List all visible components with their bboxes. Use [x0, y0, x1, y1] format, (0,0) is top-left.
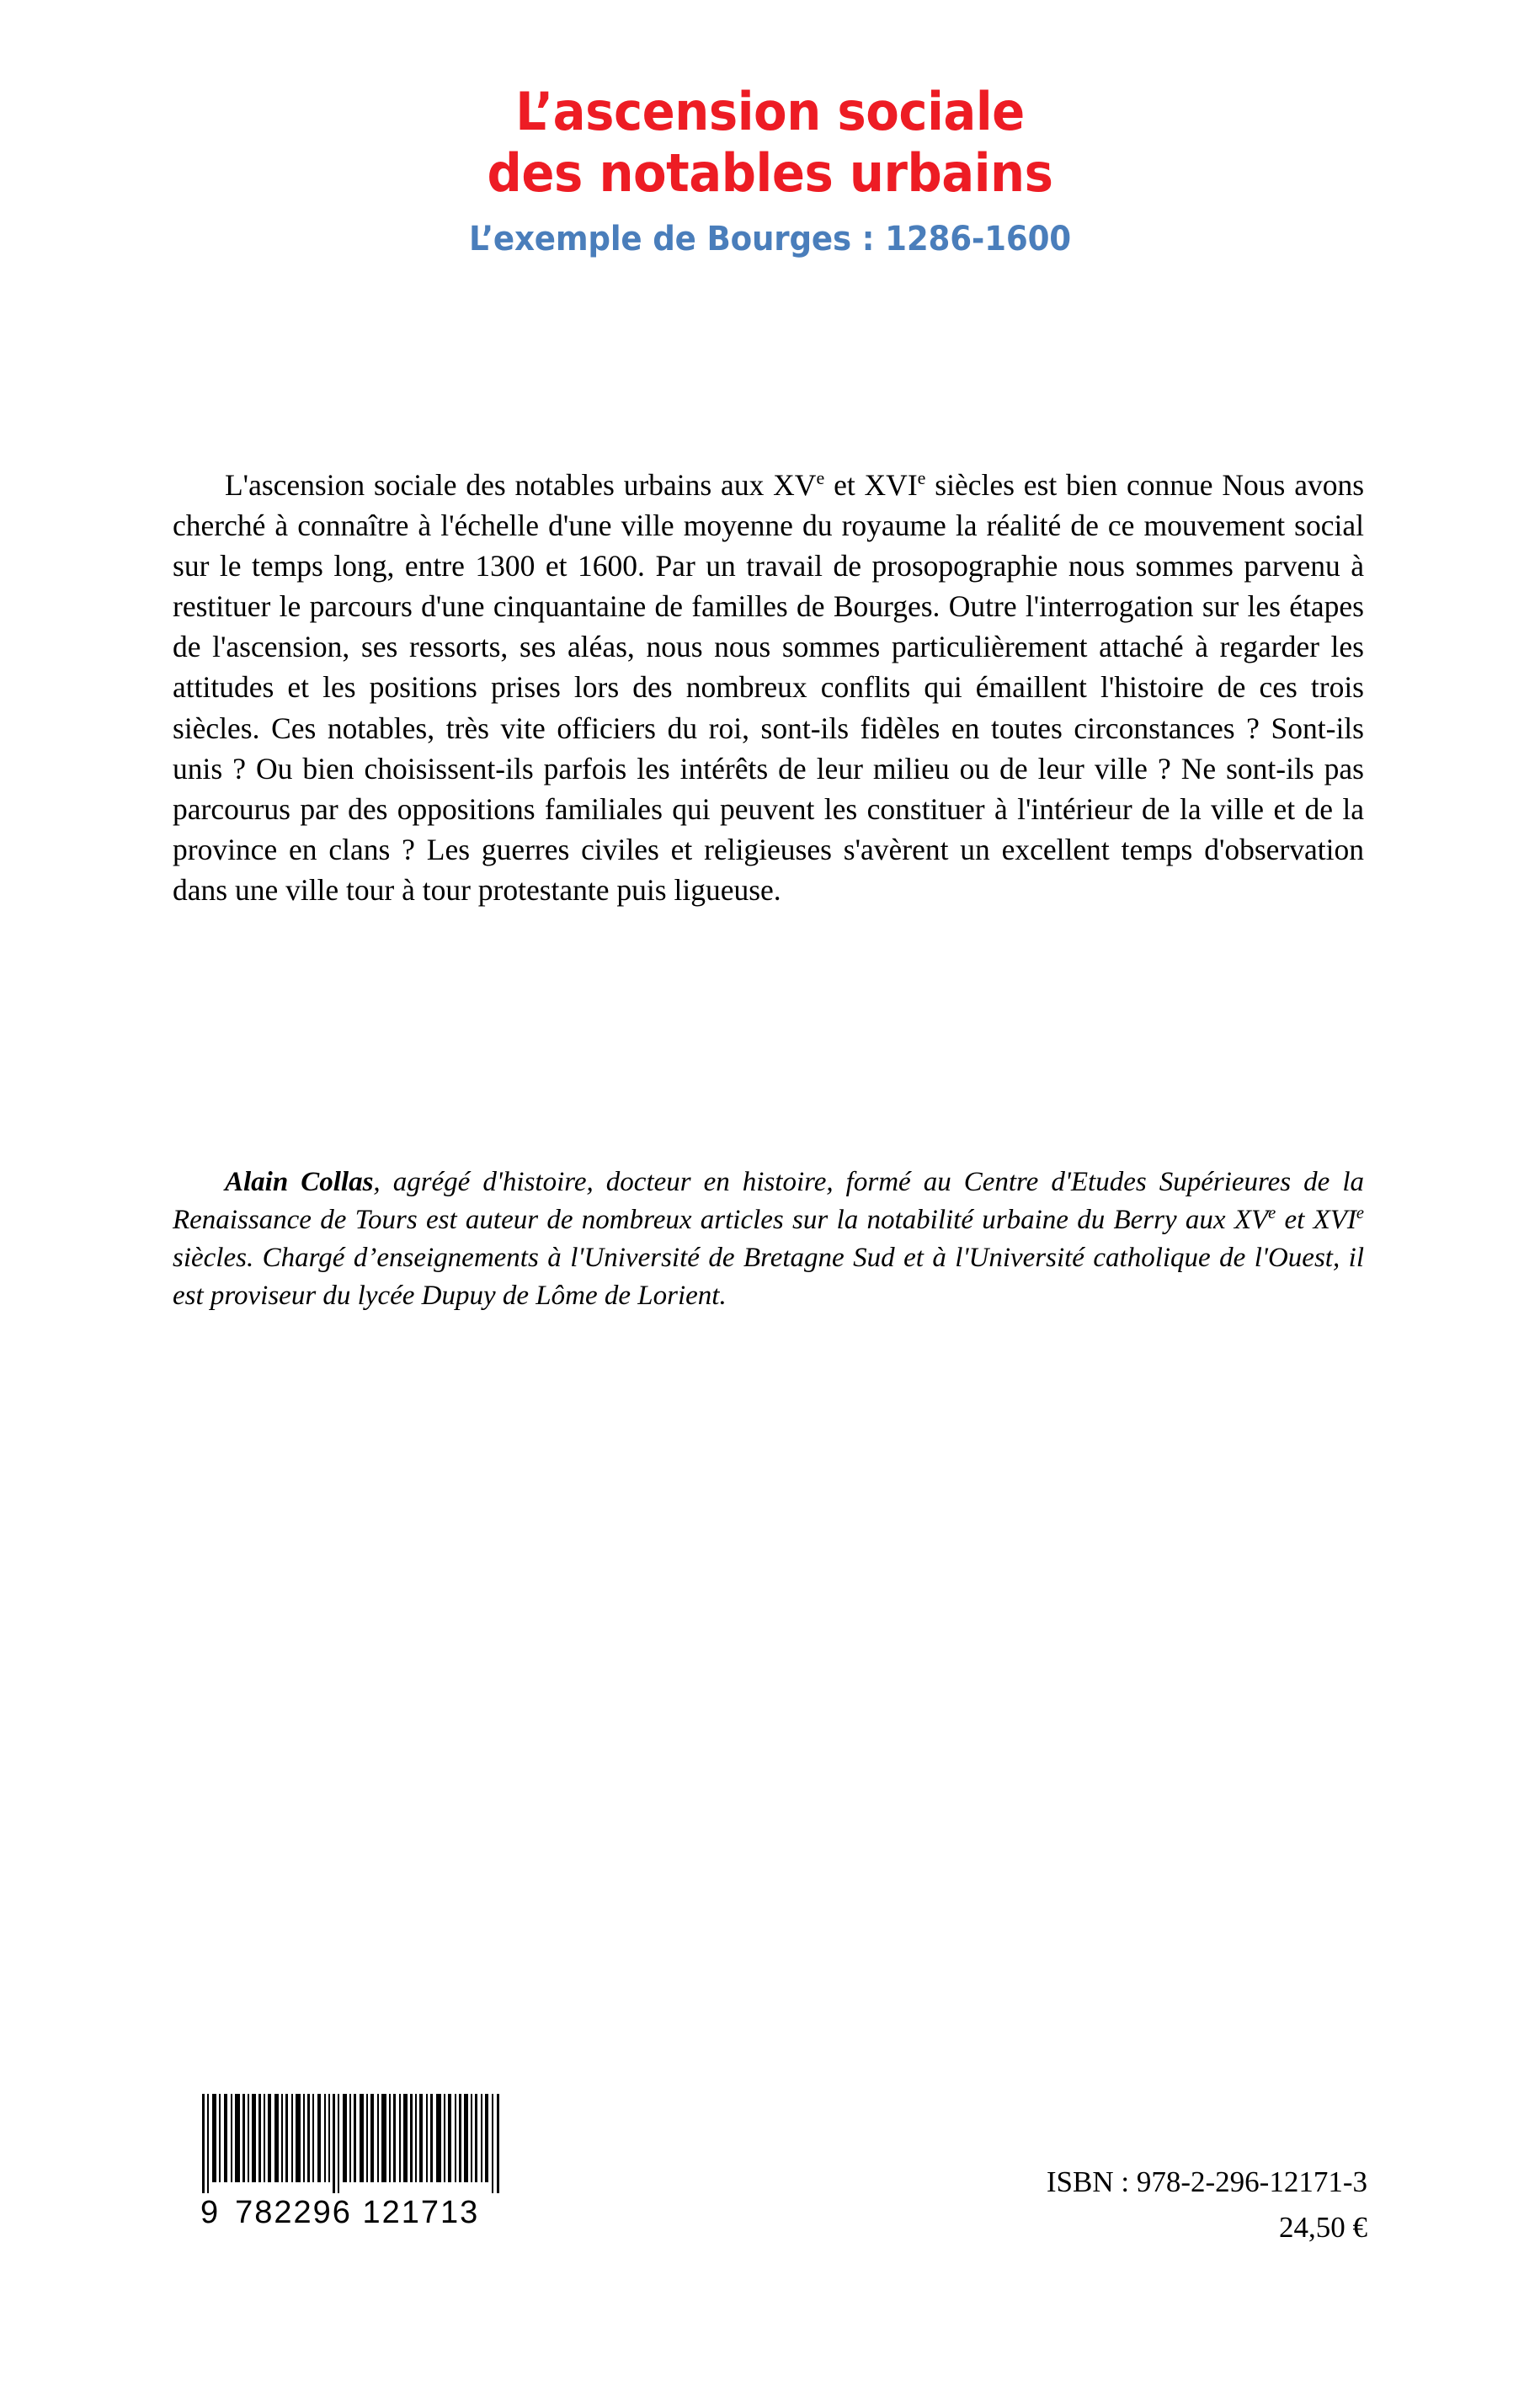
blurb-part-2: et XVI [824, 468, 918, 502]
bio-part-2: et XVI [1276, 1205, 1356, 1236]
blurb-paragraph [173, 465, 1364, 910]
bio-sup-1: e [1268, 1204, 1276, 1223]
book-title-line-2: des notables urbains [487, 142, 1053, 205]
bio-part-3: siècles. Chargé d’enseignements à l'Université de Bretagne Sud et à l'Université catholique de l'Ouest, il est proviseur du lycée Dupuy de Lôme de Lorient. [173, 1243, 1364, 1312]
barcode-number [200, 2195, 529, 2231]
book-title-line-1: L’ascension sociale [515, 81, 1025, 142]
isbn-block [1047, 2160, 1367, 2251]
blurb-part-3: siècles est bien connue Nous avons cherché à connaître à l'échelle d'une ville moyenne du royaume la réalité de ce mouvement social sur le temps long, entre 1300 et 1600. Par un travail de prosopographie nous sommes parvenu à restituer le parcours d'une cinquantaine de familles de Bourges. Outre l'interrogation sur les étapes de l'ascension, ses ressorts, ses aléas, nous nous sommes particulièrement attaché à regarder les attitudes et les positions prises lors des nombreux conflits qui émaillent l'histoire de ces trois siècles. Ces notables, très vite officiers du roi, sont-ils fidèles en toutes circonstances ? Sont-ils unis ? Ou bien choisissent-ils parfois les intérêts de leur milieu ou de leur ville ? Ne sont-ils pas parcourus par des oppositions familiales qui peuvent les constituer à l'intérieur de la ville et de la province en clans ? Les guerres civiles et religieuses s'avèrent un excellent temps d'observation dans une ville tour à tour protestante puis ligueuse. [173, 468, 1365, 907]
book-subtitle: L’exemple de Bourges : 1286-1600 [469, 220, 1071, 259]
barcode-main-digits: 782296 121713 [235, 2195, 480, 2230]
blurb-part-1: L'ascension sociale des notables urbains aux XV [225, 468, 817, 502]
blurb-sup-2: e [917, 467, 926, 489]
price-text: 24,50 € [1279, 2211, 1367, 2245]
barcode [200, 2094, 529, 2231]
barcode-bars-icon [200, 2094, 514, 2193]
title-block [0, 81, 1540, 261]
isbn-text: ISBN : 978-2-296-12171-3 [1046, 2165, 1367, 2198]
blurb-sup-1: e [816, 467, 825, 489]
bio-paragraph [173, 1164, 1364, 1315]
author-bio [173, 1164, 1364, 1315]
blurb-text [173, 465, 1364, 910]
bio-part-1: , agrégé d'histoire, docteur en histoire, formé au Centre d'Etudes Supérieures de la Renaissance de Tours est auteur de nombreux articles sur la notabilité urbaine du Berry aux XV [173, 1167, 1364, 1236]
author-name: Alain Collas [225, 1167, 374, 1197]
barcode-lead-digit: 9 [200, 2195, 221, 2230]
bio-sup-2: e [1356, 1204, 1364, 1223]
